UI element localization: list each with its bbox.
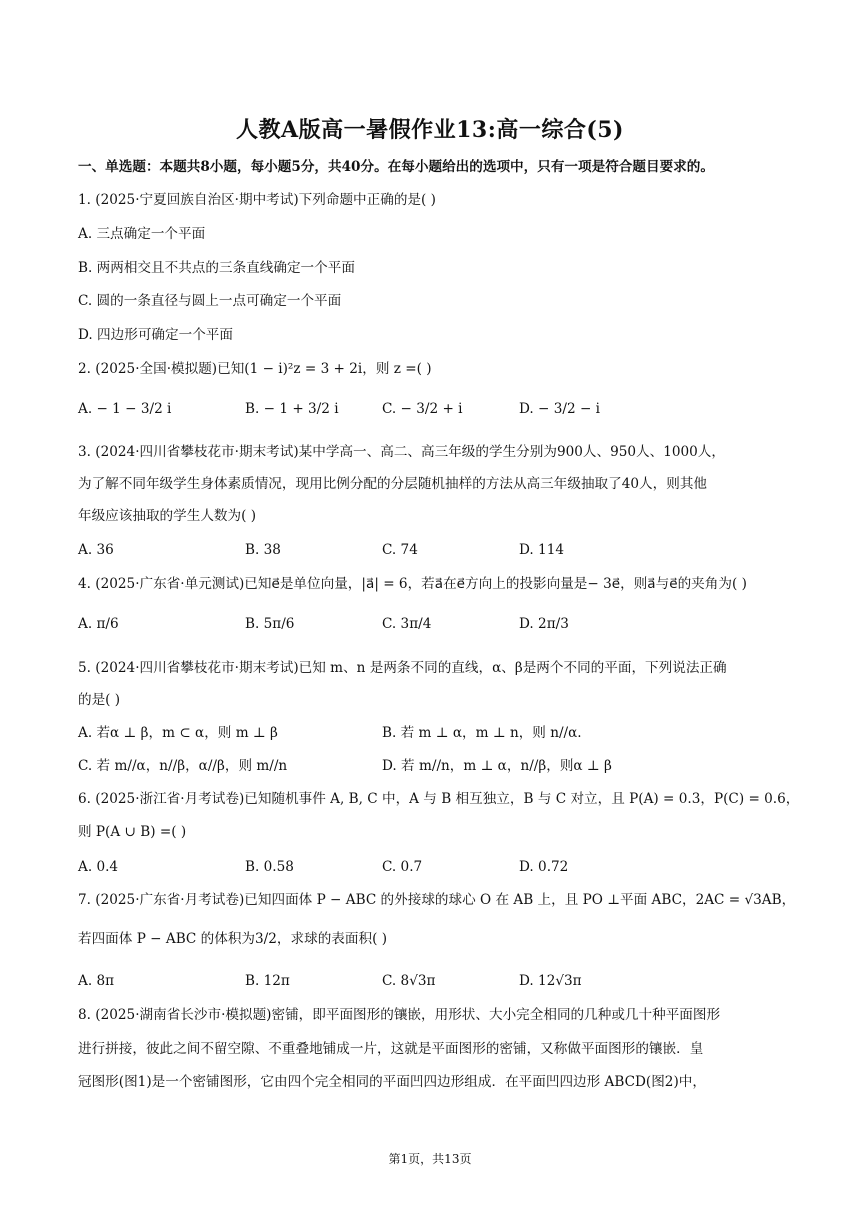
question-7-options [78,972,798,994]
section-heading: 一、单选题：本题共8小题，每小题5分，共40分。在每小题给出的选项中，只有一项是符合题目要求的。 [78,159,714,175]
question-5-option-a: A. 若α ⊥ β，m ⊂ α，则 m ⊥ β [78,725,278,741]
question-7-stem-line-2: 若四面体 P − ABC 的体积为3/2，求球的表面积( ) [78,931,387,947]
question-6-stem-line-2: 则 P(A ∪ B) =( ) [78,824,187,840]
question-6-option-b: B. 0.58 [245,859,294,875]
question-2-option-a: A. − 1 − 3/2 i [78,401,172,417]
question-7-option-b: B. 12π [245,973,290,989]
question-5-option-d: D. 若 m//n，m ⊥ α，n//β，则α ⊥ β [382,758,612,774]
question-3-options [78,541,798,563]
question-6-option-d: D. 0.72 [519,859,569,875]
question-8-stem-line-1: 8. (2025·湖南省长沙市·模拟题)密铺，即平面图形的镶嵌，用形状、大小完全相同的几种或几十种平面图形 [78,1007,721,1023]
question-5-stem-line-2: 的是( ) [78,692,121,708]
question-8-stem-line-2: 进行拼接，彼此之间不留空隙、不重叠地铺成一片，这就是平面图形的密铺，又称做平面图形的镶嵌．皇 [78,1041,704,1057]
question-2-options [78,400,798,422]
question-8-stem-line-3: 冠图形(图1)是一个密铺图形，它由四个完全相同的平面凹四边形组成．在平面凹四边形 ABCD(图2)中， [78,1074,706,1090]
question-5-options-row-1 [78,724,798,746]
question-6-options [78,858,798,880]
question-3-option-b: B. 38 [245,542,281,558]
question-2-option-d: D. − 3/2 − i [519,401,601,417]
question-4-options [78,615,798,637]
question-4-option-b: B. 5π/6 [245,616,295,632]
question-4-option-c: C. 3π/4 [382,616,432,632]
question-3-stem-line-2: 为了解不同年级学生身体素质情况，现用比例分配的分层随机抽样的方法从高三年级抽取了40人，则其他 [78,476,708,492]
question-5-options-row-2 [78,757,798,779]
question-5-option-c: C. 若 m//α，n//β，α//β，则 m//n [78,758,288,774]
question-2-option-c: C. − 3/2 + i [382,401,463,417]
question-1-option-b: B. 两两相交且不共点的三条直线确定一个平面 [78,260,355,276]
question-3-option-a: A. 36 [78,542,114,558]
question-3-option-c: C. 74 [382,542,418,558]
document-title: 人教A版高一暑假作业13:高一综合(5) [236,117,624,143]
question-1-option-c: C. 圆的一条直径与圆上一点可确定一个平面 [78,293,342,309]
question-4-stem: 4. (2025·广东省·单元测试)已知e⃗是单位向量，|a⃗| = 6，若a⃗在e⃗方向上的投影向量是− 3e⃗，则a⃗与e⃗的夹角为( ) [78,576,747,592]
question-5-stem-line-1: 5. (2024·四川省攀枝花市·期末考试)已知 m、n 是两条不同的直线，α、β是两个不同的平面，下列说法正确 [78,660,727,676]
question-7-option-a: A. 8π [78,973,115,989]
question-4-option-d: D. 2π/3 [519,616,569,632]
question-4-option-a: A. π/6 [78,616,119,632]
question-3-option-d: D. 114 [519,542,565,558]
question-1-option-d: D. 四边形可确定一个平面 [78,327,233,343]
question-1-option-a: A. 三点确定一个平面 [78,226,206,242]
question-7-stem-line-1: 7. (2025·广东省·月考试卷)已知四面体 P − ABC 的外接球的球心 O 在 AB 上，且 PO ⊥平面 ABC，2AC = √3AB， [78,892,796,908]
question-2-option-b: B. − 1 + 3/2 i [245,401,339,417]
question-7-option-c: C. 8√3π [382,973,436,989]
question-3-stem-line-3: 年级应该抽取的学生人数为( ) [78,508,257,524]
page-footer: 第1页，共13页 [388,1152,472,1166]
question-6-option-a: A. 0.4 [78,859,119,875]
question-1-stem: 1. (2025·宁夏回族自治区·期中考试)下列命题中正确的是( ) [78,192,436,208]
question-6-stem-line-1: 6. (2025·浙江省·月考试卷)已知随机事件 A, B, C 中，A 与 B 相互独立，B 与 C 对立，且 P(A) = 0.3，P(C) = 0.6， [78,791,800,807]
question-6-option-c: C. 0.7 [382,859,423,875]
question-7-option-d: D. 12√3π [519,973,582,989]
question-5-option-b: B. 若 m ⊥ α，m ⊥ n，则 n//α. [382,725,582,741]
question-2-stem: 2. (2025·全国·模拟题)已知(1 − i)²z = 3 + 2i，则 z =( ) [78,361,432,377]
question-3-stem-line-1: 3. (2024·四川省攀枝花市·期末考试)某中学高一、高二、高三年级的学生分别为900人、950人、1000人， [78,444,725,460]
